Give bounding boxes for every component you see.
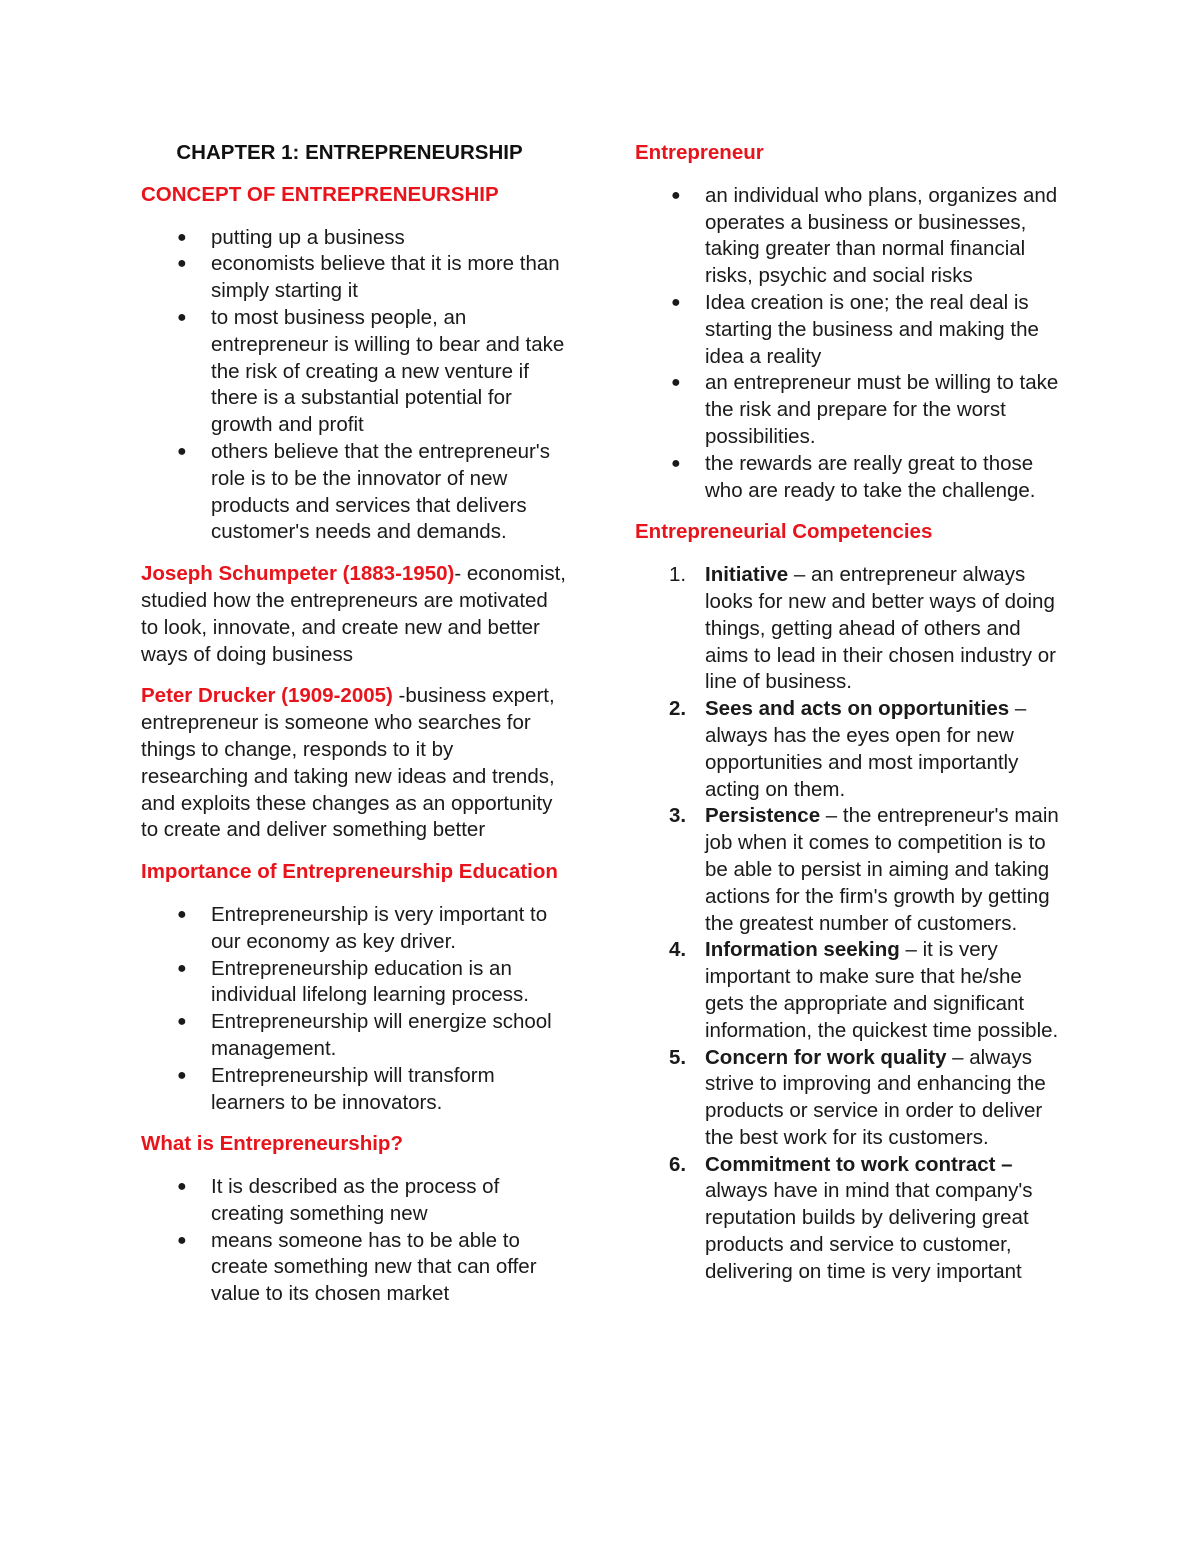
schumpeter-paragraph: Joseph Schumpeter (1883-1950)- economist, studied how the entrepreneurs are motivated to look, innovate, and create new and better ways of doing business xyxy=(141,562,566,666)
list-item: ● the rewards are really great to those who are ready to take the challenge. xyxy=(671,451,1036,502)
bullet-icon: ● xyxy=(177,442,187,460)
concept-list xyxy=(141,225,566,547)
list-item: ● an entrepreneur must be willing to take the risk and prepare for the worst possibilities. xyxy=(671,371,1059,448)
list-item: 1. Initiative – an entrepreneur always looks for new and better ways of doing things, getting ahead of others and aims to lead in their chosen industry or line of business. xyxy=(669,563,1056,694)
list-item: ● Entrepreneurship will energize school management. xyxy=(177,1010,552,1060)
importance-list xyxy=(141,902,566,1116)
entrepreneur-heading: Entrepreneur xyxy=(635,141,764,164)
bullet-icon: ● xyxy=(671,186,681,204)
item-number: 4. xyxy=(669,938,687,962)
schumpeter-name: Joseph Schumpeter (1883-1950) xyxy=(141,562,455,586)
list-item: ● Idea creation is one; the real deal is starting the business and making the idea a reality xyxy=(671,290,1039,368)
list-item: 4. Information seeking – it is very important to make sure that he/she gets the appropriate and significant information, the quickest time possible. xyxy=(669,938,1059,1042)
bullet-icon: ● xyxy=(177,1231,187,1249)
competency-term: Concern for work quality xyxy=(705,1045,947,1069)
left-column xyxy=(141,140,566,1323)
competency-term: Information seeking xyxy=(705,938,900,962)
list-item: ● others believe that the entrepreneur's role is to be the innovator of new products and services that delivers customer's needs and demands. xyxy=(177,439,550,544)
list-item: ● It is described as the process of creating something new xyxy=(177,1175,500,1225)
what-is-heading: What is Entrepreneurship? xyxy=(141,1132,403,1156)
list-item: ● an individual who plans, organizes and operates a business or businesses, taking greater than normal financial risks, psychic and social risks xyxy=(671,183,1058,288)
drucker-paragraph: Peter Drucker (1909-2005) -business expert, entrepreneur is someone who searches for things to change, responds to it by researching and taking new ideas and trends, and exploits these changes as an opportunity to create and deliver something better xyxy=(141,684,555,842)
list-item: 6. Commitment to work contract – always have in mind that company's reputation builds by delivering great products and service to customer, delivering on time is very important xyxy=(669,1152,1033,1283)
list-item: ● means someone has to be able to create something new that can offer value to its chosen market xyxy=(177,1228,537,1306)
list-item: ● Entrepreneurship will transform learners to be innovators. xyxy=(177,1063,495,1114)
competency-term: Sees and acts on opportunities xyxy=(705,697,1010,721)
importance-heading: Importance of Entrepreneurship Education xyxy=(141,860,558,884)
bullet-icon: ● xyxy=(177,308,187,326)
item-number: 2. xyxy=(669,697,687,721)
list-item: 3. Persistence – the entrepreneur's main job when it comes to competition is to be able to persist in aiming and taking actions for the firm's growth by getting the greatest number of customers. xyxy=(669,804,1059,935)
item-number: 6. xyxy=(669,1152,687,1176)
chapter-title: CHAPTER 1: ENTREPRENEURSHIP xyxy=(176,141,523,164)
bullet-icon: ● xyxy=(177,228,187,246)
item-number: 5. xyxy=(669,1045,687,1069)
competency-term: Commitment to work contract – xyxy=(705,1152,1013,1176)
item-number: 3. xyxy=(669,804,687,828)
competency-term: Initiative xyxy=(705,563,789,587)
bullet-icon: ● xyxy=(177,1178,187,1196)
list-item: ● Entrepreneurship is very important to our economy as key driver. xyxy=(177,902,548,953)
drucker-name: Peter Drucker (1909-2005) xyxy=(141,684,393,708)
list-item: 5. Concern for work quality – always strive to improving and enhancing the products or service in order to deliver the best work for its customers. xyxy=(669,1045,1046,1149)
bullet-icon: ● xyxy=(177,255,187,273)
bullet-icon: ● xyxy=(671,293,681,311)
bullet-icon: ● xyxy=(671,454,681,472)
competency-term: Persistence xyxy=(705,804,821,828)
competencies-heading: Entrepreneurial Competencies xyxy=(635,520,933,544)
competencies-list xyxy=(635,562,1065,1286)
item-number: 1. xyxy=(669,563,687,587)
right-column xyxy=(635,140,1065,1286)
list-item: ● economists believe that it is more than simply starting it xyxy=(177,252,560,303)
what-is-list xyxy=(141,1174,566,1308)
bullet-icon: ● xyxy=(177,1066,187,1084)
bullet-icon: ● xyxy=(177,1013,187,1031)
list-item: 2. Sees and acts on opportunities – always has the eyes open for new opportunities and most importantly acting on them. xyxy=(669,697,1027,801)
bullet-icon: ● xyxy=(671,374,681,392)
list-item: ● Entrepreneurship education is an individual lifelong learning process. xyxy=(177,956,529,1007)
bullet-icon: ● xyxy=(177,959,187,977)
entrepreneur-list xyxy=(635,183,1065,505)
bullet-icon: ● xyxy=(177,905,187,923)
list-item: ● to most business people, an entrepreneur is willing to bear and take the risk of creating a new venture if there is a substantial potential for growth and profit xyxy=(177,305,565,437)
concept-heading: CONCEPT OF ENTREPRENEURSHIP xyxy=(141,182,499,206)
list-item: ● putting up a business xyxy=(141,225,566,252)
